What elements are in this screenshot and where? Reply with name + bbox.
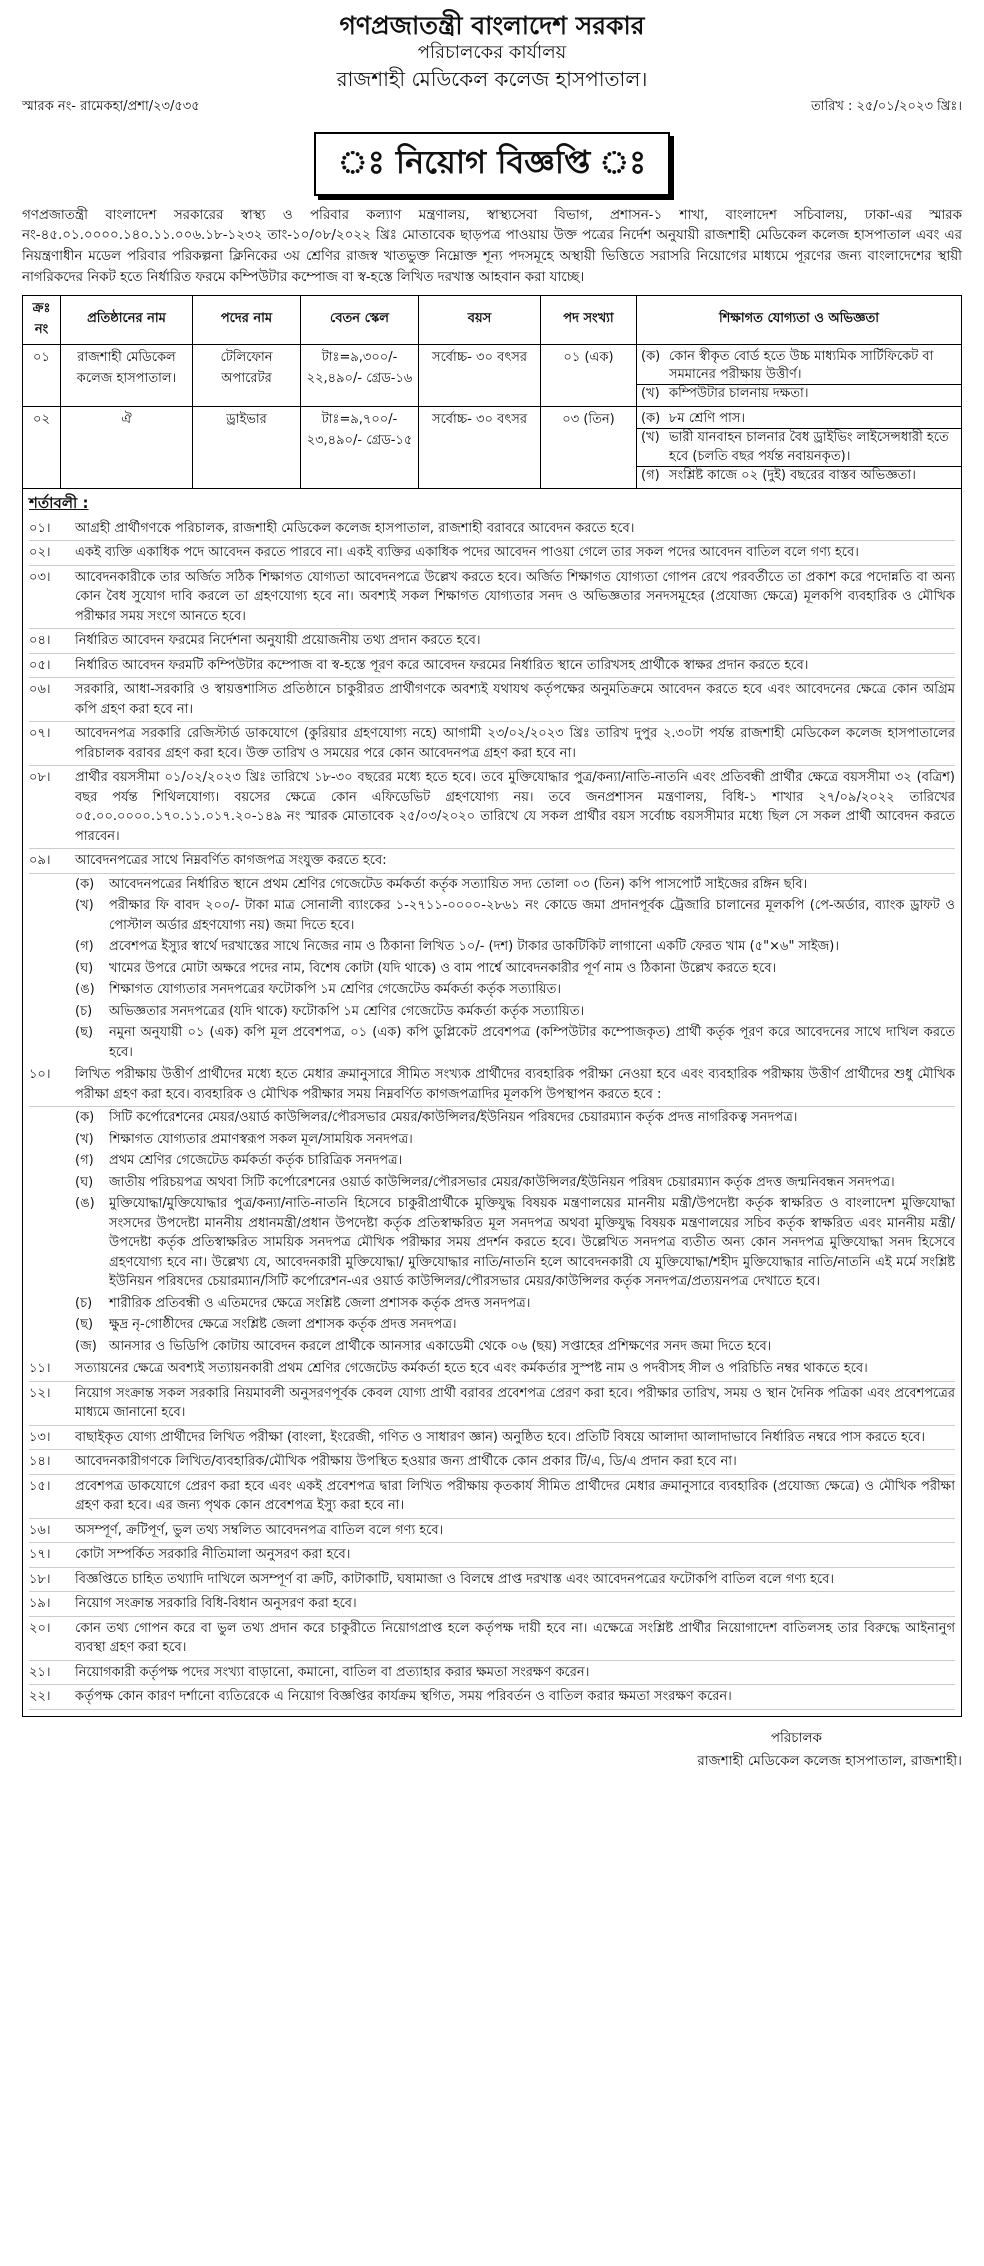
- term-sub-item: [29, 1193, 955, 1293]
- col-header-qualification: শিক্ষাগত যোগ্যতা ও অভিজ্ঞতা: [637, 295, 962, 344]
- term-text: অসম্পূর্ণ, ক্রটিপূর্ণ, ভুল তথ্য সম্বলিত আবেদনপত্র বাতিল বলে গণ্য হবে।: [75, 1522, 444, 1538]
- cell-sl: ০২: [23, 407, 61, 489]
- term-sub-key: (ক): [75, 1110, 95, 1126]
- term-number: ১৩।: [29, 1429, 51, 1445]
- term-item: [29, 766, 955, 849]
- term-sub-key: (ছ): [75, 1025, 94, 1041]
- term-text: বিজ্ঞপ্তিতে চাহিত তথ্যাদি দাখিলে অসম্পূর্ণ বা ক্রটি, কাটাকাটি, ঘষামাজা ও বিলম্বে প্রাপ্ত দরখাস্ত এবং আবেদনপত্রের ফটোকপি বাতিল বলে গণ্য হবে।: [75, 1571, 835, 1587]
- col-header-post: পদের নাম: [193, 295, 301, 344]
- term-sub-text: খামের উপরে মোটা অক্ষরে পদের নাম, বিশেষ কোটা (যদি থাকে) ও বাম পার্শ্বে আবেদনকারীর পূর্ণ নাম ও ঠিকানা উল্লেখ করতে হবে।: [109, 960, 777, 976]
- term-item: [29, 1592, 955, 1617]
- qualification-item: [637, 384, 961, 403]
- term-text: নিয়োগ সংক্রান্ত সরকারি বিধি-বিধান অনুসরণ করা হবে।: [75, 1596, 357, 1612]
- term-number: ১৯।: [29, 1596, 51, 1612]
- term-item: [29, 1685, 955, 1710]
- term-sub-item: [29, 1172, 955, 1194]
- cell-qualification: [637, 407, 962, 489]
- qualification-key: (খ): [641, 385, 660, 401]
- term-number: ১২।: [29, 1385, 51, 1401]
- term-text: কর্তৃপক্ষ কোন কারণ দর্শানো ব্যতিরেকে এ নিয়োগ বিজ্ঞপ্তির কার্যক্রম স্থগিত, সময় পরিবর্তন ও বাতিল করার ক্ষমতা সংরক্ষণ করেন।: [75, 1689, 732, 1705]
- term-text: আবেদনপত্রের সাথে নিম্নবর্ণিত কাগজপত্র সংযুক্ত করতে হবে:: [75, 853, 387, 869]
- term-number: ০৯।: [29, 853, 51, 869]
- term-number: ০২।: [29, 545, 51, 561]
- qualification-text: ৮ম শ্রেণি পাস।: [669, 411, 746, 427]
- term-number: ০৮।: [29, 770, 51, 786]
- cell-count: ০১ (এক): [541, 344, 637, 407]
- table-header-row: [23, 295, 962, 344]
- term-text: কোন তথ্য গোপন করে বা ভুল তথ্য প্রদান করে চাকুরীতে নিয়োগপ্রাপ্ত হলে কর্তৃপক্ষ দায়ী হবে না। এক্ষেত্রে সংশ্লিষ্ট প্রার্থীর নিয়োগাদেশ বাতিলসহ তার বিরুদ্ধে আইনানুগ ব্যবস্থা গ্রহণ করা হবে।: [75, 1620, 955, 1656]
- cell-post: টেলিফোন অপারেটর: [193, 344, 301, 407]
- term-number: ১১।: [29, 1361, 51, 1377]
- term-text: কোটা সম্পর্কিত সরকারি নীতিমালা অনুসরণ করা হবে।: [75, 1547, 351, 1563]
- term-item: [29, 1617, 955, 1661]
- term-sub-key: (জ): [75, 1338, 97, 1354]
- qualification-item: [641, 348, 957, 384]
- notice-date: তারিখ : ২৫/০১/২০২৩ খ্রিঃ।: [810, 98, 962, 114]
- term-text: প্রবেশপত্র ডাকযোগে প্রেরণ করা হবে এবং একই প্রবেশপত্র দ্বারা লিখিত পরীক্ষায় কৃতকার্য সীমিত প্রার্থীদের মেধার ক্রমানুসারে ব্যবহারিক (প্রযোজ্য ক্ষেত্রে) ও মৌখিক পরীক্ষা গ্রহণ করা হবে। এর জন্য পৃথক কোন প্রবেশপত্র ইস্যু করা হবে না।: [75, 1478, 955, 1514]
- col-header-sl: ক্রঃ নং: [23, 295, 61, 344]
- qualification-text: কম্পিউটার চালনায় দক্ষতা।: [669, 385, 809, 401]
- term-sub-text: জাতীয় পরিচয়পত্র অথবা সিটি কর্পোরেশনের ওয়ার্ড কাউন্সিলর/পৌরসভার মেয়র/কাউন্সিলর/ইউনিয়ন পরিষদ চেয়ারম্যান কর্তৃক প্রদত্ত জন্মনিবন্ধন সনদপত্র।: [109, 1174, 895, 1190]
- term-item: [29, 1382, 955, 1426]
- table-row: [23, 407, 962, 489]
- intro-paragraph: গণপ্রজাতন্ত্রী বাংলাদেশ সরকারের স্বাস্থ্য ও পরিবার কল্যাণ মন্ত্রণালয়, স্বাস্থ্যসেবা বিভাগ, প্রশাসন-১ শাখা, বাংলাদেশ সচিবালয়, ঢাকা-এর স্মারক নং-৪৫.০১.০০০০.১৪০.১১.০০৬.১৮-১২৩২ তাং-১০/০৮/২০২২ খ্রিঃ মোতাবেক ছাড়পত্র পাওয়ায় উক্ত পত্রের নির্দেশ অনুযায়ী রাজশাহী মেডিকেল কলেজ হাসপাতাল এবং এর নিয়ন্ত্রণাধীন মডেল পরিবার পরিকল্পনা ক্লিনিকের ৩য় শ্রেণির রাজস্ব খাতভুক্ত নিম্নোক্ত শূন্য পদসমূহে অস্থায়ী ভিত্তিতে সরাসরি নিয়োগের মাধ্যমে পূরণের জন্য বাংলাদেশের স্থায়ী নাগরিকদের নিকট হতে নির্ধারিত ফরমে কম্পিউটার কম্পোজ বা স্ব-হস্তে লিখিত দরখাস্ত আহবান করা যাচ্ছে।: [22, 207, 962, 285]
- term-sub-item: [29, 895, 955, 936]
- term-item: [29, 722, 955, 766]
- term-number: ২২।: [29, 1689, 51, 1705]
- notice-title: ঃ নিয়োগ বিজ্ঞপ্তি ঃ: [314, 132, 670, 196]
- col-header-institution: প্রতিষ্ঠানের নাম: [61, 295, 193, 344]
- term-number: ০৬।: [29, 682, 51, 698]
- term-number: ২১।: [29, 1664, 51, 1680]
- term-sub-text: আনসার ও ভিডিপি কোটায় আবেদন করলে প্রার্থীকে আনসার একাডেমী থেকে ০৬ (ছয়) সপ্তাহের প্রশিক্ষণের সনদ জমা দিতে হবে।: [109, 1338, 772, 1354]
- term-sub-text: আবেদনপত্রের নির্ধারিত স্থানে প্রথম শ্রেণির গেজেটেড কর্মকর্তা কর্তৃক সত্যায়িত সদ্য তোলা ০৩ (তিন) কপি পাসপোর্ট সাইজের রঙ্গিন ছবি।: [109, 876, 808, 892]
- term-text: আবেদনকারীগণকে লিখিত/ব্যবহারিক/মৌখিক পরীক্ষায় উপস্থিত হওয়ার জন্য প্রার্থীকে কোন প্রকার টি/এ, ডি/এ প্রদান করা হবে না।: [75, 1454, 737, 1470]
- term-sub-key: (চ): [75, 1003, 93, 1019]
- cell-institution: ঐ: [61, 407, 193, 489]
- term-sub-key: (চ): [75, 1295, 93, 1311]
- qualification-text: কোন স্বীকৃত বোর্ড হতে উচ্চ মাধ্যমিক সার্টিফিকেট বা সমমানের পরীক্ষায় উত্তীর্ণ।: [669, 348, 934, 382]
- signature-block: [22, 1727, 962, 1773]
- term-sub-item: [29, 874, 955, 896]
- term-item: [29, 1426, 955, 1451]
- term-text: প্রার্থীর বয়সসীমা ০১/০২/২০২৩ খ্রিঃ তারিখে ১৮-৩০ বছরের মধ্যে হতে হবে। তবে মুক্তিযোদ্ধার পুত্র/কন্যা/নাতি-নাতনি এবং প্রতিবন্ধী প্রার্থীর ক্ষেত্রে বয়সসীমা ৩২ (বত্রিশ) বছর পর্যন্ত শিথিলযোগ্য। বয়সের ক্ষেত্রে কোন এফিডেভিট গ্রহণযোগ্য নয়। তবে জনপ্রশাসন মন্ত্রণালয়, বিধি-১ শাখার ২৭/০৯/২০২২ তারিখের ০৫.০০.০০০০.১৭০.১১.০১৭.২০-১৪৯ নং স্মারক মোতাবেক ২৫/০৩/২০২০ তারিখে যে সকল প্রার্থীর বয়স সর্বোচ্চ বয়সসীমার মধ্যে ছিল সে সকল প্রার্থী আবেদন করতে পারবেন।: [75, 770, 955, 844]
- term-sub-key: (ঙ): [75, 1196, 95, 1212]
- qualification-key: (খ): [641, 430, 660, 446]
- term-sub-text: সিটি কর্পোরেশনের মেয়র/ওয়ার্ড কাউন্সিলর/পৌরসভার মেয়র/কাউন্সিলর/ইউনিয়ন পরিষদের চেয়ারম্যান কর্তৃক প্রদত্ত নাগরিকত্ব সনদপত্র।: [109, 1110, 798, 1126]
- cell-age: সর্বোচ্চ- ৩০ বৎসর: [419, 407, 541, 489]
- term-item: [29, 1543, 955, 1568]
- signature-designation: পরিচালক: [770, 1729, 822, 1746]
- term-sub-item: [29, 936, 955, 958]
- term-sub-key: (গ): [75, 939, 94, 955]
- signature-office: রাজশাহী মেডিকেল কলেজ হাসপাতাল, রাজশাহী।: [697, 1752, 962, 1769]
- term-number: ১৬।: [29, 1522, 51, 1538]
- col-header-age: বয়স: [419, 295, 541, 344]
- term-number: ১৮।: [29, 1571, 51, 1587]
- cell-pay: টাঃ=৯,৭০০/- ২৩,৪৯০/- গ্রেড-১৫: [301, 407, 419, 489]
- term-number: ১৫।: [29, 1478, 51, 1494]
- cell-post: ড্রাইভার: [193, 407, 301, 489]
- term-text: আগ্রহী প্রার্থীগণকে পরিচালক, রাজশাহী মেডিকেল কলেজ হাসপাতাল, রাজশাহী বরাবরে আবেদন করতে হবে।: [75, 520, 635, 536]
- office-heading: পরিচালকের কার্যালয়: [417, 42, 567, 64]
- term-text: সত্যায়নের ক্ষেত্রে অবশ্যই সত্যায়নকারী প্রথম শ্রেণির গেজেটেড কর্মকর্তা হতে হবে এবং কর্মকর্তার সুস্পষ্ট নাম ও পদবীসহ সীল ও পরিচিতি নম্বর থাকতে হবে।: [75, 1361, 868, 1377]
- term-sub-item: [29, 1001, 955, 1023]
- term-text: নির্ধারিত আবেদন ফরমের নির্দেশনা অনুযায়ী প্রয়োজনীয় তথ্য প্রদান করতে হবে।: [75, 633, 481, 649]
- term-text: বাছাইকৃত যোগ্য প্রার্থীদের লিখিত পরীক্ষা (বাংলা, ইংরেজী, গণিত ও সাধারণ জ্ঞান) অনুষ্ঠিত হবে। প্রতিটি বিষয়ে আলাদা আলাদাভাবে নির্ধারিত নম্বরে পাস করতে হবে।: [75, 1429, 925, 1445]
- term-sub-key: (খ): [75, 898, 94, 914]
- term-sub-item: [29, 1293, 955, 1315]
- term-text: নিয়োগকারী কর্তৃপক্ষ পদের সংখ্যা বাড়ানো, কমানো, বাতিল বা প্রত্যাহার করার ক্ষমতা সংরক্ষণ করেন।: [75, 1664, 590, 1680]
- term-sub-item: [29, 1314, 955, 1336]
- term-sub-item: [29, 1022, 955, 1063]
- term-item: [29, 566, 955, 630]
- term-item: [29, 678, 955, 722]
- term-sub-text: মুক্তিযোদ্ধা/মুক্তিযোদ্ধার পুত্র/কন্যা/নাতি-নাতনি হিসেবে চাকুরীপ্রার্থীকে মুক্তিযুদ্ধ বিষয়ক মন্ত্রণালয়ের মাননীয় মন্ত্রী/উপদেষ্টা কর্তৃক স্বাক্ষরিত ও বাংলাদেশ মুক্তিযোদ্ধা সংসদের উপদেষ্টা মাননীয় প্রধানমন্ত্রী/প্রধান উপদেষ্টা কর্তৃক প্রতিস্বাক্ষরিত মূল সনদপত্র অথবা মুক্তিযুদ্ধ বিষয়ক মন্ত্রণালয়ের সচিব কর্তৃক স্বাক্ষরিত এবং মাননীয় মন্ত্রী/উপদেষ্টা কর্তৃক প্রতিস্বাক্ষরিত সাময়িক সনদপত্র মৌখিক পরীক্ষার সময় প্রদর্শন করতে হবে। উল্লেখিত সনদপত্র ব্যতীত অন্য কোন সনদপত্র মুক্তিযোদ্ধা সনদ হিসেবে গ্রহণযোগ্য হবে না। উল্লেখ্য যে, আবেদনকারী মুক্তিযোদ্ধা/ মুক্তিযোদ্ধার নাতি/নাতনি হলে আবেদনকারী যে মুক্তিযোদ্ধা/শহীদ মুক্তিযোদ্ধার নাতি/নাতনি এই মর্মে সংশ্লিষ্ট ইউনিয়ন পরিষদের চেয়ারম্যান/সিটি কর্পোরেশন-এর ওয়ার্ড কাউন্সিলর/পৌরসভার মেয়র/কাউন্সিলর কর্তৃক সনদপত্র/প্রত্যয়নপত্র দেখাতে হবে।: [109, 1196, 955, 1290]
- term-sub-item: [29, 958, 955, 980]
- term-number: ১০।: [29, 1067, 51, 1083]
- term-sub-key: (ঙ): [75, 982, 95, 998]
- term-number: ০৪।: [29, 633, 51, 649]
- term-sub-text: প্রবেশপত্র ইস্যুর স্বার্থে দরখাস্তের সাথে নিজের নাম ও ঠিকানা লিখিত ১০/- (দশ) টাকার ডাকটিকিট লাগানো একটি ফেরত খাম (৫"×৬" সাইজ)।: [109, 939, 840, 955]
- term-item: [29, 654, 955, 679]
- terms-section: [22, 489, 962, 1717]
- term-sub-key: (ক): [75, 876, 95, 892]
- cell-count: ০৩ (তিন): [541, 407, 637, 489]
- qualification-item: [641, 410, 957, 428]
- term-number: ০৭।: [29, 726, 51, 742]
- term-sub-key: (ঘ): [75, 960, 94, 976]
- term-sub-item: [29, 1336, 955, 1358]
- memo-number: স্মারক নং- রামেকহা/প্রশা/২৩/৫৩৫: [22, 98, 200, 114]
- term-sub-item: [29, 979, 955, 1001]
- term-sub-item: [29, 1150, 955, 1172]
- term-item: [29, 1661, 955, 1686]
- term-text: লিখিত পরীক্ষায় উত্তীর্ণ প্রার্থীদের মধ্যে হতে মেধার ক্রমানুসারে সীমিত সংখ্যক প্রার্থীদের ব্যবহারিক পরীক্ষা নেওয়া হবে এবং ব্যবহারিক পরীক্ষায় উত্তীর্ণ প্রার্থীদের শুধু মৌখিক পরীক্ষা গ্রহণ করা হবে। ব্যবহারিক ও মৌখিক পরীক্ষার সময় নিম্নবর্ণিত কাগজপত্রাদির মূলকপি উপস্থাপন করতে হবে :: [75, 1067, 955, 1102]
- term-item: [29, 1519, 955, 1544]
- term-sub-item: [29, 1129, 955, 1151]
- term-number: ০৩।: [29, 569, 51, 585]
- qualification-key: (ক): [641, 348, 661, 364]
- qualification-key: (ক): [641, 411, 661, 427]
- gov-heading: গণপ্রজাতন্ত্রী বাংলাদেশ সরকার: [339, 11, 645, 40]
- terms-title: শর্তাবলী :: [29, 493, 89, 512]
- cell-institution: রাজশাহী মেডিকেল কলেজ হাসপাতাল।: [61, 344, 193, 407]
- reference-row: [22, 97, 962, 118]
- term-text: নির্ধারিত আবেদন ফরমটি কম্পিউটার কম্পোজ বা স্ব-হস্তে পূরণ করে আবেদন ফরমের নির্ধারিত স্থানে তারিখসহ প্রার্থীকে স্বাক্ষর প্রদান করতে হবে।: [75, 657, 809, 673]
- cell-age: সর্বোচ্চ- ৩০ বৎসর: [419, 344, 541, 407]
- cell-pay: টাঃ=৯,৩০০/- ২২,৪৯০/- গ্রেড-১৬: [301, 344, 419, 407]
- term-sub-text: শিক্ষাগত যোগ্যতার প্রমাণস্বরূপ সকল মূল/সাময়িক সনদপত্র।: [109, 1131, 413, 1147]
- qualification-key: (গ): [641, 467, 660, 483]
- term-sub-key: (ঘ): [75, 1174, 94, 1190]
- cell-qualification: [637, 344, 962, 407]
- term-number: ০৫।: [29, 657, 51, 673]
- term-text: আবেদনকারীকে তার অর্জিত সঠিক শিক্ষাগত যোগ্যতা আবেদনপত্রে উল্লেখ করতে হবে। অর্জিত শিক্ষাগত যোগ্যতা গোপন রেখে পরবর্তীতে তা প্রকাশ করে পদোন্নতি বা অন্য কোন বৈধ সুযোগ দাবি করলে তা গ্রহণযোগ্য হবে না। অবশ্যই সকল শিক্ষাগত যোগ্যতার সনদ ও অভিজ্ঞতার সনদসমূহের (প্রযোজ্য ক্ষেত্রে) মূলকপি ব্যবহারিক ও মৌখিক পরীক্ষার সময় সংগে আনতে হবে।: [75, 569, 955, 624]
- terms-list: [29, 517, 955, 1710]
- term-item: [29, 1568, 955, 1593]
- qualification-text: ভারী যানবাহন চালনার বৈধ ড্রাইভিং লাইসেন্সধারী হতে হবে (চলতি বছর পর্যন্ত নবায়নকৃত)।: [669, 430, 949, 464]
- term-text: একই ব্যক্তি একাধিক পদে আবেদন করতে পারবে না। একই ব্যক্তির একাধিক পদের আবেদন পাওয়া গেলে তার সকল পদের আবেদন বাতিল বলে গণ্য হবে।: [75, 545, 859, 561]
- posts-table: [22, 295, 962, 489]
- term-sub-text: প্রথম শ্রেণির গেজেটেড কর্মকর্তা কর্তৃক চারিত্রিক সনদপত্র।: [109, 1153, 403, 1169]
- term-item: [29, 1450, 955, 1475]
- term-item: [29, 1475, 955, 1519]
- notice-page: [22, 0, 962, 1773]
- term-item: [29, 1357, 955, 1382]
- term-sub-text: শিক্ষাগত যোগ্যতার সনদপত্রের ফটোকপি ১ম শ্রেণির গেজেটেড কর্মকর্তা কর্তৃক সত্যায়িত।: [109, 982, 561, 998]
- term-text: আবেদনপত্র সরকারি রেজিস্টার্ড ডাকযোগে (কুরিয়ার গ্রহণযোগ্য নহে) আগামী ২৩/০২/২০২৩ খ্রিঃ তারিখ দুপুর ২.৩০টা পর্যন্ত রাজশাহী মেডিকেল কলেজ হাসপাতালের পরিচালক বরাবর গ্রহণ করা হবে। উক্ত তারিখ ও সময়ের পরে কোন আবেদনপত্র গ্রহণ করা হবে না।: [75, 726, 955, 761]
- term-text: নিয়োগ সংক্রান্ত সকল সরকারি নিয়মাবলী অনুসরণপূর্বক কেবল যোগ্য প্রার্থী বরাবর প্রবেশপত্র প্রেরণ করা হবে। পরীক্ষার তারিখ, সময় ও স্থান দৈনিক পত্রিকা এবং প্রবেশপত্রের মাধ্যমে জানানো হবে।: [75, 1385, 955, 1421]
- term-sub-key: (খ): [75, 1131, 94, 1147]
- term-sub-text: ক্ষুদ্র নৃ-গোষ্ঠীদের ক্ষেত্রে সংশ্লিষ্ট জেলা প্রশাসক কর্তৃক প্রদত্ত সনদপত্র।: [109, 1317, 457, 1333]
- qualification-item: [637, 428, 961, 465]
- qualification-text: সংশ্লিষ্ট কাজে ০২ (দুই) বছরের বাস্তব অভিজ্ঞতা।: [669, 467, 916, 483]
- term-sub-text: নমুনা অনুযায়ী ০১ (এক) কপি মূল প্রবেশপত্র, ০১ (এক) কপি ডুপ্লিকেট প্রবেশপত্র (কম্পিউটার কম্পোজকৃত) প্রার্থী কর্তৃক পূরণ করে আবেদনের সাথে দাখিল করতে হবে।: [109, 1025, 955, 1060]
- term-sub-text: শারীরিক প্রতিবন্ধী ও এতিমদের ক্ষেত্রে সংশ্লিষ্ট জেলা প্রশাসক কর্তৃক প্রদত্ত সনদপত্র।: [109, 1295, 531, 1311]
- term-sub-key: (ছ): [75, 1317, 94, 1333]
- term-sub-text: পরীক্ষার ফি বাবদ ২০০/- টাকা মাত্র সোনালী ব্যাংকের ১-২৭১১-০০০০-২৮৬১ নং কোডে জমা প্রদানপূর্বক ট্রেজারি চালানের মূলকপি (পে-অর্ডার, ব্যাংক ড্রাফট ও পোস্টাল অর্ডার গ্রহণযোগ্য নয়) জমা দিতে হবে।: [109, 898, 955, 933]
- term-item: [29, 541, 955, 566]
- hospital-heading: রাজশাহী মেডিকেল কলেজ হাসপাতাল।: [336, 66, 648, 91]
- term-item: [29, 1063, 955, 1107]
- term-number: ১৪।: [29, 1454, 51, 1470]
- term-text: সরকারি, আধা-সরকারি ও স্বায়ত্তশাসিত প্রতিষ্ঠানে চাকুরীরত প্রার্থীগণকে অবশ্যই যথাযথ কর্তৃপক্ষের অনুমতিক্রমে আবেদন করতে হবে এবং আবেদনের ক্ষেত্রে কোন অগ্রিম কপি গ্রহণ করা হবে না।: [75, 682, 955, 717]
- cell-sl: ০১: [23, 344, 61, 407]
- col-header-count: পদ সংখ্যা: [541, 295, 637, 344]
- term-sub-key: (গ): [75, 1153, 94, 1169]
- table-row: [23, 344, 962, 407]
- col-header-pay: বেতন স্কেল: [301, 295, 419, 344]
- term-sub-text: অভিজ্ঞতার সনদপত্রের (যদি থাকে) ফটোকপি ১ম শ্রেণির গেজেটেড কর্মকর্তা কর্তৃক সত্যায়িত।: [109, 1003, 585, 1019]
- term-number: ০১।: [29, 520, 51, 536]
- term-number: ২০।: [29, 1620, 51, 1636]
- term-number: ১৭।: [29, 1547, 51, 1563]
- term-item: [29, 517, 955, 542]
- term-item: [29, 849, 955, 874]
- term-sub-item: [29, 1107, 955, 1129]
- term-item: [29, 629, 955, 654]
- qualification-item: [637, 466, 961, 485]
